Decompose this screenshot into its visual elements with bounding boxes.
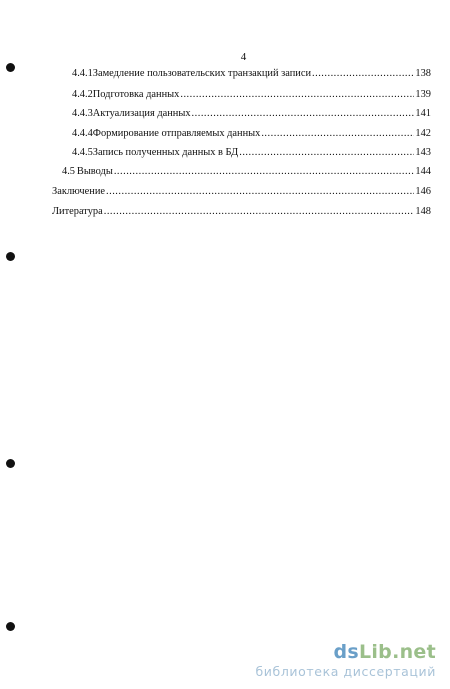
toc-entry-title: Актуализация данных bbox=[92, 108, 191, 119]
toc-entry-page: 144 bbox=[415, 166, 431, 177]
toc-entry-number: 4.4.2 bbox=[72, 89, 93, 100]
toc-leader-dots bbox=[180, 88, 414, 102]
toc-leader-dots bbox=[312, 67, 414, 81]
toc-entry[interactable] bbox=[72, 127, 431, 141]
toc-entry-page: 141 bbox=[415, 108, 431, 119]
toc-entry-page: 146 bbox=[415, 186, 431, 197]
watermark-subtitle: библиотека диссертаций bbox=[255, 664, 436, 679]
binder-hole bbox=[6, 459, 15, 468]
toc-entry[interactable] bbox=[52, 205, 431, 219]
watermark-logo-ds: ds bbox=[333, 641, 359, 663]
toc-leader-dots bbox=[104, 205, 415, 219]
toc-entry[interactable] bbox=[72, 88, 431, 102]
toc-entry-title: Литература bbox=[52, 206, 103, 217]
toc-entry-number: 4.4.3 bbox=[72, 108, 93, 119]
toc-entry-title: Выводы bbox=[76, 166, 113, 177]
toc-leader-dots bbox=[261, 127, 414, 141]
toc-leader-dots bbox=[192, 107, 415, 121]
toc-entry-number: 4.4.5 bbox=[72, 147, 93, 158]
toc-leader-dots bbox=[239, 146, 414, 160]
binder-hole bbox=[6, 252, 15, 261]
toc-leader-dots bbox=[114, 165, 415, 179]
toc-leader-dots bbox=[106, 185, 414, 199]
toc-entry-page: 138 bbox=[415, 68, 431, 79]
toc-entry-page: 143 bbox=[415, 147, 431, 158]
watermark-logo-rest: Lib.net bbox=[358, 641, 436, 663]
toc-entry-number: 4.4.1 bbox=[72, 68, 93, 79]
toc-entry[interactable] bbox=[52, 185, 431, 199]
toc-entry-page: 142 bbox=[415, 128, 431, 139]
toc-entry[interactable] bbox=[72, 107, 431, 121]
toc-entry-title: Запись полученных данных в БД bbox=[92, 147, 239, 158]
binder-hole bbox=[6, 622, 15, 631]
watermark bbox=[256, 641, 437, 679]
toc-entry[interactable] bbox=[62, 165, 431, 179]
toc-entry[interactable] bbox=[72, 67, 431, 81]
toc-entry-number: 4.5 bbox=[62, 166, 75, 177]
toc-entry-page: 148 bbox=[415, 206, 431, 217]
toc-entry-title: Замедление пользовательских транзакций записи bbox=[92, 68, 311, 79]
toc-entry-number: 4.4.4 bbox=[72, 128, 93, 139]
watermark-logo bbox=[256, 641, 437, 663]
toc-entry-title: Подготовка данных bbox=[92, 89, 180, 100]
toc-entry-title: Заключение bbox=[52, 186, 105, 197]
toc-entry[interactable] bbox=[72, 146, 431, 160]
binder-hole bbox=[6, 63, 15, 72]
toc-entry-title: Формирование отправляемых данных bbox=[92, 128, 261, 139]
page-number: 4 bbox=[240, 51, 247, 63]
toc-entry-page: 139 bbox=[415, 89, 431, 100]
